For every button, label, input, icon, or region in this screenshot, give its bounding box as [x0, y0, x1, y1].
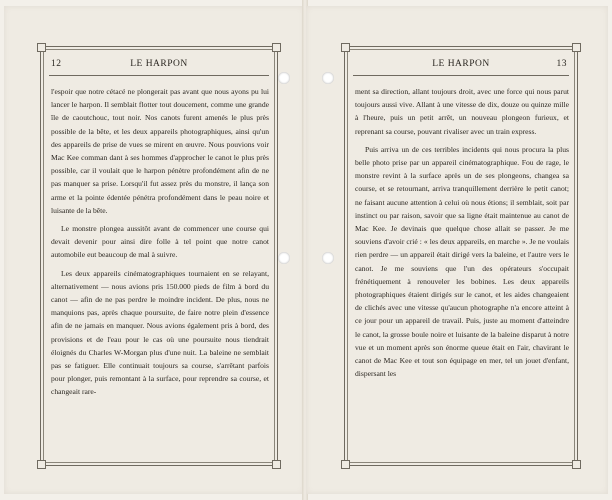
left-page-border — [40, 46, 278, 466]
right-page-border — [344, 46, 578, 466]
running-title: LE HARPON — [130, 59, 188, 69]
binding-hole — [322, 252, 334, 264]
corner-ornament — [272, 460, 281, 469]
paragraph: Les deux appareils cinématographiques tournaient en se relayant, alternativement — nous avions pris 150.000 pieds de film à bord du canot — afin de ne pas perdre le moindre incident. De plus, nous ne manquions pas, après chaque poursuite, de faire notre plein d'essence afin de ne jamais en manquer. Nous avions également pris à bord, des provisions et de l'eau pour le cas où une poursuite nous tiendrait éloignés du Charles W-Morgan plus d'une nuit. La baleine ne semblait pas se fatiguer. Elle continuait toujours sa course, s'arrêtant parfois pour plonger, puis remontant à la surface, pour reprendre sa course, et changeait rare- — [51, 268, 269, 397]
corner-ornament — [37, 43, 46, 52]
left-page — [4, 6, 304, 494]
binding-hole — [322, 72, 334, 84]
right-page-body — [355, 85, 569, 380]
header-rule — [353, 75, 569, 76]
paragraph: Le monstre plongea aussitôt avant de commencer une course qui devait devenir pour ainsi dire folle à tel point que notre canot automobile eut beaucoup de mal à suivre. — [51, 224, 269, 260]
left-page-header — [49, 59, 269, 73]
running-title: LE HARPON — [432, 59, 490, 69]
header-rule — [49, 75, 269, 76]
corner-ornament — [37, 460, 46, 469]
paragraph: Puis arriva un de ces terribles incidents qui nous procura la plus belle photo prise par un appareil cinématographique. Fou de rage, le monstre revint à la surface après un de ses plongeons, changea sa course, et se retournant, arriva tranquillement derrière le petit canot; ne faisant aucune attention à celui où nous étions; il semblait, soit par instinct ou par raison, savoir que sa ligne était maintenue au canot de Mac Kee. Je devinais que quelque chose allait se passer. Je me souviens d'avoir crié : « les deux appareils, en marche ». Je ne voulais rien perdre — un appareil était dirigé vers la baleine, et l'autre vers le canot. Je me souviens que l'un des opérateurs s'occupait frénétiquement à renouveler les bobines. Les deux appareils photographiques étaient dirigés sur le canot, et les aides changeaient de clichés avec une vitesse qu'aucun photographe n'a encore atteint à ce jour pour un appareil de travail. Puis, juste au moment d'atteindre le canot, la grosse boule noire et luisante de la baleine disparut à notre vue et un moment après son énorme queue était en l'air, chavirant le canot de Mac Kee et tout son équipage en mer, tel un jouet d'enfant, dispersant les — [355, 144, 569, 379]
page-number: 13 — [556, 59, 567, 69]
right-page — [306, 6, 608, 494]
right-page-header — [353, 59, 569, 73]
corner-ornament — [272, 43, 281, 52]
page-number: 12 — [51, 59, 62, 69]
binding-hole — [278, 252, 290, 264]
binding-hole — [278, 72, 290, 84]
corner-ornament — [341, 460, 350, 469]
left-page-body — [51, 85, 269, 399]
corner-ornament — [572, 460, 581, 469]
paragraph: ment sa direction, allant toujours droit, avec une force qui nous parut toujours aussi vive. Allant à une vitesse de dix, douze ou quinze mille à l'heure, puis un petit arrêt, un nouveau plongeon furieux, et reprenant sa course, pouvant rivaliser avec un train express. — [355, 87, 569, 136]
paragraph: l'espoir que notre cétacé ne plongerait pas avant que nous ayons pu lui lancer le harpon. Il semblait flotter tout doucement, comme une grande île de caoutchouc, tout noir. Nos canots furent amenés le plus près possible de la bête, et les deux appareils photographiques, ainsi qu'un des appareils de prise de vues se mirent en œuvre. Nous pouvions voir Mac Kee comman dant à ses hommes d'approcher le canot le plus près possible, car il voulait que le harpon pénètre profondément afin de ne pas manquer sa prise. Lorsqu'il fut assez près du monstre, il lança son arme et la pointe édentée pénétra profondément dans le peau noire et luisante de la bête. — [51, 87, 269, 215]
corner-ornament — [341, 43, 350, 52]
corner-ornament — [572, 43, 581, 52]
